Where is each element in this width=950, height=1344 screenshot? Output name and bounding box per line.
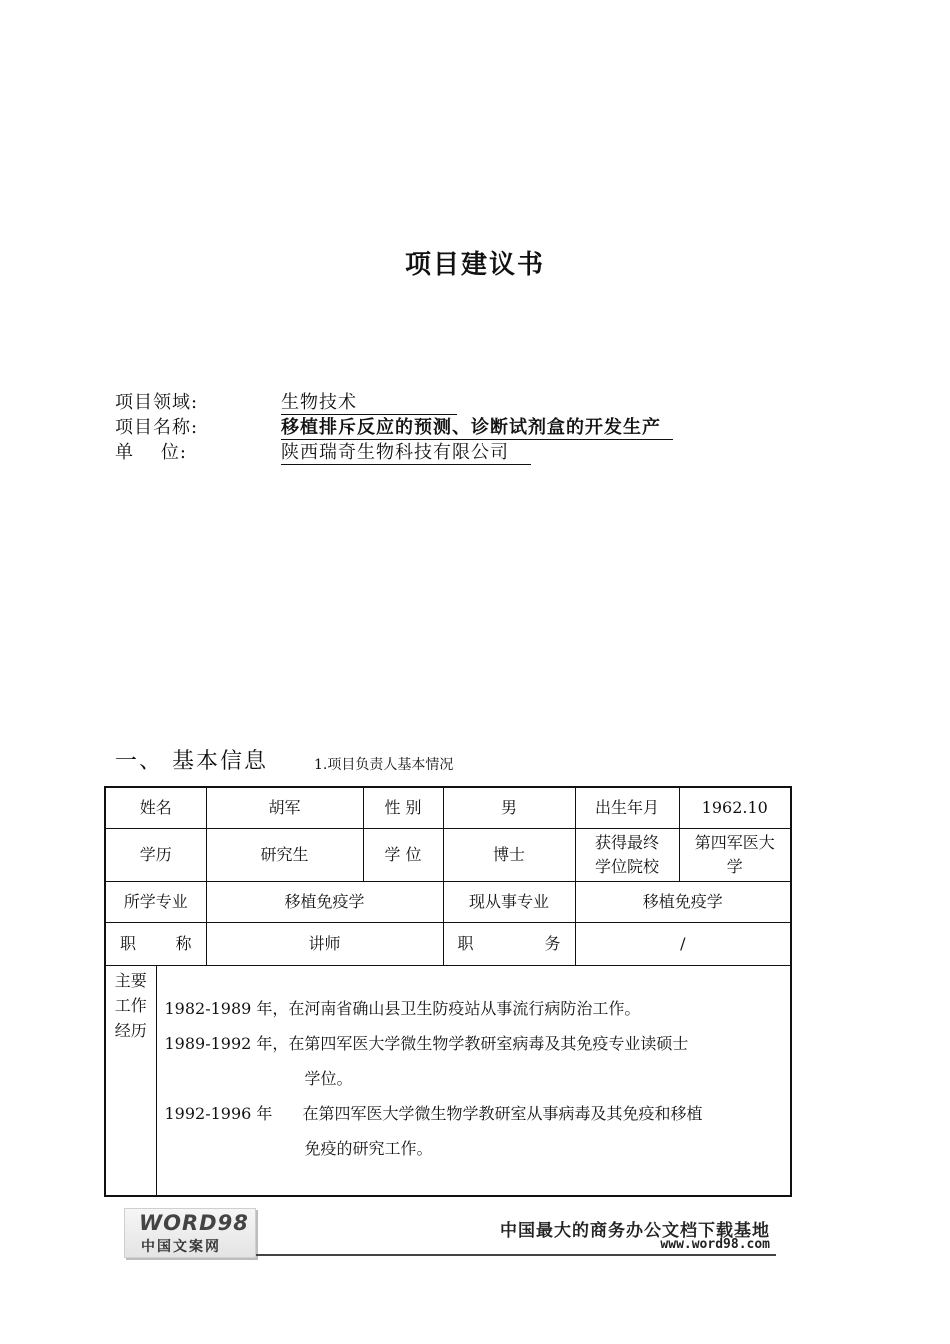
experience-text: 在第四军医大学微生物学教研室从事病毒及其免疫和移植 bbox=[302, 1103, 703, 1123]
word98-logo bbox=[124, 1208, 256, 1258]
current-major-label: 现从事专业 bbox=[443, 881, 575, 922]
section-subheading: 1.项目负责人基本情况 bbox=[314, 757, 454, 773]
basic-info-table bbox=[104, 786, 792, 1197]
logo-top-text: WORD98 bbox=[139, 1211, 249, 1235]
title-value: 讲师 bbox=[206, 922, 443, 965]
major-label: 所学专业 bbox=[105, 881, 206, 922]
table-row bbox=[105, 965, 791, 1196]
name-value: 胡军 bbox=[206, 787, 363, 828]
table-row bbox=[105, 922, 791, 965]
experience-content bbox=[156, 965, 791, 1196]
degree-label: 学 位 bbox=[363, 828, 443, 881]
major-value: 移植免疫学 bbox=[206, 881, 443, 922]
section-heading: 一、 基本信息 bbox=[115, 749, 268, 774]
field-label: 项目领域: bbox=[115, 392, 199, 413]
degree-value: 博士 bbox=[443, 828, 575, 881]
current-major-value: 移植免疫学 bbox=[575, 881, 791, 922]
table-row bbox=[105, 881, 791, 922]
field-label: 项目名称: bbox=[115, 417, 199, 438]
experience-label: 主要工作经历 bbox=[105, 965, 156, 1196]
field-value: 移植排斥反应的预测、诊断试剂盒的开发生产 bbox=[281, 413, 673, 440]
birth-label: 出生年月 bbox=[575, 787, 679, 828]
experience-line: 学位。 bbox=[304, 1068, 353, 1088]
position-value: / bbox=[575, 922, 791, 965]
footer-url[interactable]: www.word98.com bbox=[660, 1237, 770, 1252]
gender-value: 男 bbox=[443, 787, 575, 828]
document-title: 项目建议书 bbox=[404, 250, 545, 280]
table-row bbox=[105, 828, 791, 881]
school-value: 第四军医大学 bbox=[679, 828, 791, 881]
position-label: 职 务 bbox=[443, 922, 575, 965]
title-label: 职 称 bbox=[105, 922, 206, 965]
field-value: 陕西瑞奇生物科技有限公司 bbox=[281, 438, 531, 465]
field-value: 生物技术 bbox=[281, 388, 457, 415]
gender-label: 性 别 bbox=[363, 787, 443, 828]
footer-banner bbox=[124, 1208, 776, 1258]
experience-line bbox=[165, 1096, 783, 1131]
experience-line: 1982-1989 年，在河南省确山县卫生防疫站从事流行病防治工作。 bbox=[164, 998, 641, 1018]
birth-value: 1962.10 bbox=[679, 787, 791, 828]
school-label: 获得最终学位院校 bbox=[575, 828, 679, 881]
footer-slogan: 中国最大的商务办公文档下载基地 bbox=[500, 1221, 770, 1241]
experience-line: 免疫的研究工作。 bbox=[304, 1138, 433, 1158]
name-label: 姓名 bbox=[105, 787, 206, 828]
experience-year: 1992-1996 年 bbox=[164, 1103, 273, 1123]
table-row bbox=[105, 787, 791, 828]
field-label: 单 位: bbox=[115, 442, 187, 463]
education-label: 学历 bbox=[105, 828, 206, 881]
education-value: 研究生 bbox=[206, 828, 363, 881]
logo-bottom-text: 中国文案网 bbox=[141, 1239, 221, 1255]
footer-divider bbox=[256, 1254, 776, 1256]
experience-line: 1989-1992 年，在第四军医大学微生物学教研室病毒及其免疫专业读硕士 bbox=[164, 1033, 689, 1053]
